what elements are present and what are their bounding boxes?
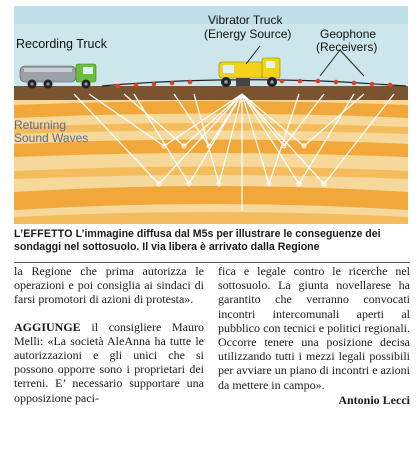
seismic-survey-illustration <box>14 6 408 224</box>
article-paragraph: fica e legale contro le ricerche nel sottosuolo. La giunta novellarese ha garantito che verranno convocati incontri intercomunali aperti al pubblico con tecnici e politici regionali. Occorre tenere una posizione decisa utilizzando tutti i mezzi legali possibili per avviare un piano di incontri e azioni da mettere in campo». <box>218 264 410 392</box>
topsoil <box>14 86 408 100</box>
article-column-1 <box>14 264 204 405</box>
article-column-2 <box>218 264 410 407</box>
caption-divider <box>14 262 410 263</box>
paragraph-text: il consigliere Mauro Melli: «La società AleAnna ha tutte le autorizzazioni e gli unici che si possono opporre sono i proprietari dei terreni. E’ necessario supportare una opposizione paci- <box>14 319 204 405</box>
photo-caption <box>14 228 410 254</box>
vibrator-truck-label: Vibrator Truck <box>208 13 283 27</box>
author-signature: Antonio Lecci <box>338 392 410 407</box>
article-paragraph-aggiunge <box>14 320 204 405</box>
returning-label: Returning <box>14 118 67 132</box>
paragraph-lead: AGGIUNGE <box>14 319 81 334</box>
caption-text: L’immagine diffusa dal M5s per illustrare le conseguenze dei sondaggi nel sottosuolo. Il via libera è arrivato dalla Regione <box>14 228 381 253</box>
sound-waves-label: Sound Waves <box>14 131 89 145</box>
receivers-label: (Receivers) <box>316 40 378 54</box>
geophone-label: Geophone <box>320 27 377 41</box>
illustration-svg <box>14 6 408 224</box>
vibrator-truck-icon <box>219 58 280 87</box>
energy-source-label: (Energy Source) <box>204 27 292 41</box>
caption-lead: L’EFFETTO <box>14 228 73 240</box>
article-paragraph: la Regione che prima autorizza le operazioni e poi consiglia ai sindaci di farsi promotori di azioni di protesta». <box>14 264 204 307</box>
recording-truck-label: Recording Truck <box>16 37 108 51</box>
